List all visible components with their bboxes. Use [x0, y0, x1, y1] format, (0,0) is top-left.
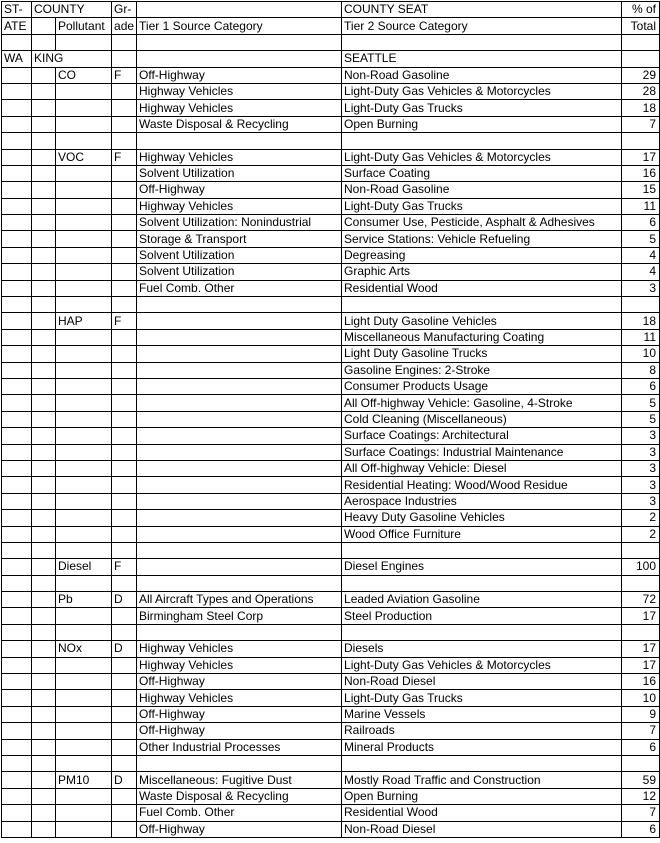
header-row-1: [2, 2, 660, 18]
tier1-cell: Off-Highway: [137, 182, 342, 198]
header-row-2: [2, 18, 660, 34]
tier1-cell: Off-Highway: [137, 706, 342, 722]
percent-cell: 5: [622, 395, 660, 411]
percent-cell: 16: [622, 674, 660, 690]
tier2-cell: Steel Production: [342, 608, 622, 624]
tier1-cell: [137, 362, 342, 378]
table-row: [2, 346, 660, 362]
table-row: [2, 67, 660, 83]
table-row: [2, 100, 660, 116]
tier2-cell: Mineral Products: [342, 739, 622, 755]
header-tier1: Tier 1 Source Category: [137, 18, 342, 34]
tier1-cell: [137, 526, 342, 542]
tier2-cell: Surface Coating: [342, 165, 622, 181]
tier2-cell: Miscellaneous Manufacturing Coating: [342, 329, 622, 345]
spacer-row: [2, 755, 660, 771]
grade-cell: F: [112, 67, 137, 83]
tier2-cell: Marine Vessels: [342, 706, 622, 722]
percent-cell: 7: [622, 116, 660, 132]
grade-cell: D: [112, 592, 137, 608]
state-cell: WA: [2, 51, 32, 67]
table-row: [2, 83, 660, 99]
grade-cell: D: [112, 772, 137, 788]
percent-cell: 10: [622, 690, 660, 706]
table-row: [2, 165, 660, 181]
percent-cell: 17: [622, 149, 660, 165]
percent-cell: 18: [622, 313, 660, 329]
spacer-row: [2, 297, 660, 313]
percent-cell: 59: [622, 772, 660, 788]
location-row: [2, 51, 660, 67]
tier2-cell: Non-Road Gasoline: [342, 67, 622, 83]
header-state-bottom: ATE: [2, 18, 32, 34]
percent-cell: 2: [622, 526, 660, 542]
tier1-cell: Waste Disposal & Recycling: [137, 116, 342, 132]
tier1-cell: Off-Highway: [137, 821, 342, 837]
table-row: [2, 772, 660, 788]
percent-cell: 2: [622, 510, 660, 526]
tier2-cell: Diesels: [342, 641, 622, 657]
percent-cell: 9: [622, 706, 660, 722]
tier1-cell: Solvent Utilization: Nonindustrial: [137, 215, 342, 231]
tier1-cell: Highway Vehicles: [137, 100, 342, 116]
table-row: [2, 116, 660, 132]
tier2-cell: Degreasing: [342, 247, 622, 263]
header-state-top: ST-: [2, 2, 32, 18]
percent-cell: 6: [622, 739, 660, 755]
percent-cell: 7: [622, 723, 660, 739]
grade-cell: F: [112, 313, 137, 329]
percent-cell: 29: [622, 67, 660, 83]
tier2-cell: Non-Road Diesel: [342, 821, 622, 837]
tier1-cell: Off-Highway: [137, 67, 342, 83]
pollutant-cell: VOC: [56, 149, 112, 165]
tier2-cell: Surface Coatings: Architectural: [342, 428, 622, 444]
percent-cell: 11: [622, 198, 660, 214]
tier2-cell: Light-Duty Gas Vehicles & Motorcycles: [342, 149, 622, 165]
tier1-cell: Highway Vehicles: [137, 641, 342, 657]
table-row: [2, 460, 660, 476]
table-row: [2, 690, 660, 706]
tier1-cell: Off-Highway: [137, 674, 342, 690]
emissions-table: [1, 1, 660, 838]
table-row: [2, 264, 660, 280]
county-cell: KING: [32, 51, 112, 67]
tier2-cell: Light Duty Gasoline Trucks: [342, 346, 622, 362]
header-tier2: Tier 2 Source Category: [342, 18, 622, 34]
tier2-cell: Aerospace Industries: [342, 493, 622, 509]
pollutant-cell: HAP: [56, 313, 112, 329]
tier2-cell: Open Burning: [342, 116, 622, 132]
table-row: [2, 739, 660, 755]
table-row: [2, 395, 660, 411]
table-row: [2, 821, 660, 837]
tier2-cell: Mostly Road Traffic and Construction: [342, 772, 622, 788]
percent-cell: 18: [622, 100, 660, 116]
header-tier1-top: [137, 2, 342, 18]
tier2-cell: Light-Duty Gas Trucks: [342, 100, 622, 116]
tier1-cell: Highway Vehicles: [137, 198, 342, 214]
tier1-cell: [137, 395, 342, 411]
tier2-cell: All Off-highway Vehicle: Diesel: [342, 460, 622, 476]
tier1-cell: Highway Vehicles: [137, 83, 342, 99]
spacer-row: [2, 624, 660, 640]
percent-cell: 72: [622, 592, 660, 608]
tier2-cell: Residential Wood: [342, 805, 622, 821]
spacer-row: [2, 542, 660, 558]
percent-cell: 6: [622, 378, 660, 394]
percent-cell: 8: [622, 362, 660, 378]
table-row: [2, 608, 660, 624]
tier1-cell: [137, 378, 342, 394]
percent-cell: 3: [622, 460, 660, 476]
tier1-cell: Other Industrial Processes: [137, 739, 342, 755]
tier2-cell: Heavy Duty Gasoline Vehicles: [342, 510, 622, 526]
tier1-cell: [137, 411, 342, 427]
table-row: [2, 280, 660, 296]
pollutant-cell: Pb: [56, 592, 112, 608]
tier2-cell: Leaded Aviation Gasoline: [342, 592, 622, 608]
tier2-cell: Diesel Engines: [342, 559, 622, 575]
tier1-cell: [137, 346, 342, 362]
table-row: [2, 706, 660, 722]
table-row: [2, 510, 660, 526]
tier2-cell: Light-Duty Gas Trucks: [342, 198, 622, 214]
percent-cell: 4: [622, 247, 660, 263]
tier1-cell: [137, 493, 342, 509]
table-row: [2, 559, 660, 575]
pollutant-cell: PM10: [56, 772, 112, 788]
tier1-cell: Miscellaneous: Fugitive Dust: [137, 772, 342, 788]
percent-cell: 3: [622, 280, 660, 296]
table-row: [2, 477, 660, 493]
tier2-cell: Light-Duty Gas Trucks: [342, 690, 622, 706]
percent-cell: 5: [622, 411, 660, 427]
tier2-cell: Wood Office Furniture: [342, 526, 622, 542]
tier1-cell: Waste Disposal & Recycling: [137, 788, 342, 804]
header-county: COUNTY: [32, 2, 112, 18]
table-row: [2, 788, 660, 804]
tier2-cell: Graphic Arts: [342, 264, 622, 280]
table-row: [2, 641, 660, 657]
tier1-cell: Highway Vehicles: [137, 690, 342, 706]
percent-cell: 17: [622, 641, 660, 657]
tier1-cell: Solvent Utilization: [137, 165, 342, 181]
percent-cell: 3: [622, 428, 660, 444]
table-row: [2, 182, 660, 198]
table-row: [2, 149, 660, 165]
table-row: [2, 723, 660, 739]
tier2-cell: Gasoline Engines: 2-Stroke: [342, 362, 622, 378]
spacer-row: [2, 575, 660, 591]
percent-cell: 100: [622, 559, 660, 575]
tier1-cell: [137, 460, 342, 476]
tier1-cell: Solvent Utilization: [137, 264, 342, 280]
table-row: [2, 526, 660, 542]
table-row: [2, 362, 660, 378]
table-row: [2, 657, 660, 673]
percent-cell: 12: [622, 788, 660, 804]
spacer-row: [2, 133, 660, 149]
percent-cell: 11: [622, 329, 660, 345]
tier2-cell: Residential Wood: [342, 280, 622, 296]
table-row: [2, 198, 660, 214]
pollutant-cell: NOx: [56, 641, 112, 657]
county-seat-cell: SEATTLE: [342, 51, 622, 67]
table-row: [2, 493, 660, 509]
header-pollutant: Pollutant: [56, 18, 112, 34]
table-row: [2, 428, 660, 444]
pollutant-cell: Diesel: [56, 559, 112, 575]
tier2-cell: Light-Duty Gas Vehicles & Motorcycles: [342, 83, 622, 99]
table-row: [2, 231, 660, 247]
percent-cell: 3: [622, 493, 660, 509]
grade-cell: F: [112, 559, 137, 575]
tier2-cell: Non-Road Diesel: [342, 674, 622, 690]
tier2-cell: Light Duty Gasoline Vehicles: [342, 313, 622, 329]
tier2-cell: Surface Coatings: Industrial Maintenance: [342, 444, 622, 460]
percent-cell: 10: [622, 346, 660, 362]
tier1-cell: Highway Vehicles: [137, 657, 342, 673]
tier1-cell: [137, 444, 342, 460]
tier2-cell: Cold Cleaning (Miscellaneous): [342, 411, 622, 427]
tier2-cell: Open Burning: [342, 788, 622, 804]
percent-cell: 6: [622, 821, 660, 837]
percent-cell: 28: [622, 83, 660, 99]
tier1-cell: [137, 559, 342, 575]
percent-cell: 15: [622, 182, 660, 198]
tier1-cell: [137, 313, 342, 329]
header-grade-top: Gr-: [112, 2, 137, 18]
percent-cell: 16: [622, 165, 660, 181]
table-row: [2, 592, 660, 608]
pollutant-cell: CO: [56, 67, 112, 83]
table-row: [2, 805, 660, 821]
tier1-cell: [137, 477, 342, 493]
percent-cell: 17: [622, 608, 660, 624]
header-pct-top: % of: [622, 2, 660, 18]
tier1-cell: Fuel Comb. Other: [137, 280, 342, 296]
tier1-cell: Highway Vehicles: [137, 149, 342, 165]
table-row: [2, 378, 660, 394]
percent-cell: 3: [622, 477, 660, 493]
tier1-cell: Fuel Comb. Other: [137, 805, 342, 821]
table-row: [2, 313, 660, 329]
grade-cell: D: [112, 641, 137, 657]
percent-cell: 7: [622, 805, 660, 821]
percent-cell: 6: [622, 215, 660, 231]
tier1-cell: Off-Highway: [137, 723, 342, 739]
grade-cell: F: [112, 149, 137, 165]
table-row: [2, 247, 660, 263]
tier1-cell: Solvent Utilization: [137, 247, 342, 263]
header-grade-bottom: ade: [112, 18, 137, 34]
header-county-seat: COUNTY SEAT: [342, 2, 622, 18]
tier1-cell: [137, 428, 342, 444]
tier2-cell: Service Stations: Vehicle Refueling: [342, 231, 622, 247]
tier1-cell: Storage & Transport: [137, 231, 342, 247]
tier2-cell: Consumer Use, Pesticide, Asphalt & Adhesives: [342, 215, 622, 231]
spacer-row: [2, 34, 660, 50]
tier2-cell: Residential Heating: Wood/Wood Residue: [342, 477, 622, 493]
tier1-cell: [137, 329, 342, 345]
percent-cell: 17: [622, 657, 660, 673]
table-row: [2, 411, 660, 427]
tier2-cell: Non-Road Gasoline: [342, 182, 622, 198]
table-row: [2, 444, 660, 460]
header-pct-total: Total: [622, 18, 660, 34]
table-row: [2, 674, 660, 690]
percent-cell: 4: [622, 264, 660, 280]
tier1-cell: Birmingham Steel Corp: [137, 608, 342, 624]
tier2-cell: All Off-highway Vehicle: Gasoline, 4-Stroke: [342, 395, 622, 411]
tier1-cell: All Aircraft Types and Operations: [137, 592, 342, 608]
tier1-cell: [137, 510, 342, 526]
tier2-cell: Railroads: [342, 723, 622, 739]
tier2-cell: Light-Duty Gas Vehicles & Motorcycles: [342, 657, 622, 673]
percent-cell: 3: [622, 444, 660, 460]
table-row: [2, 215, 660, 231]
tier2-cell: Consumer Products Usage: [342, 378, 622, 394]
percent-cell: 5: [622, 231, 660, 247]
header-blank: [32, 18, 56, 34]
table-row: [2, 329, 660, 345]
